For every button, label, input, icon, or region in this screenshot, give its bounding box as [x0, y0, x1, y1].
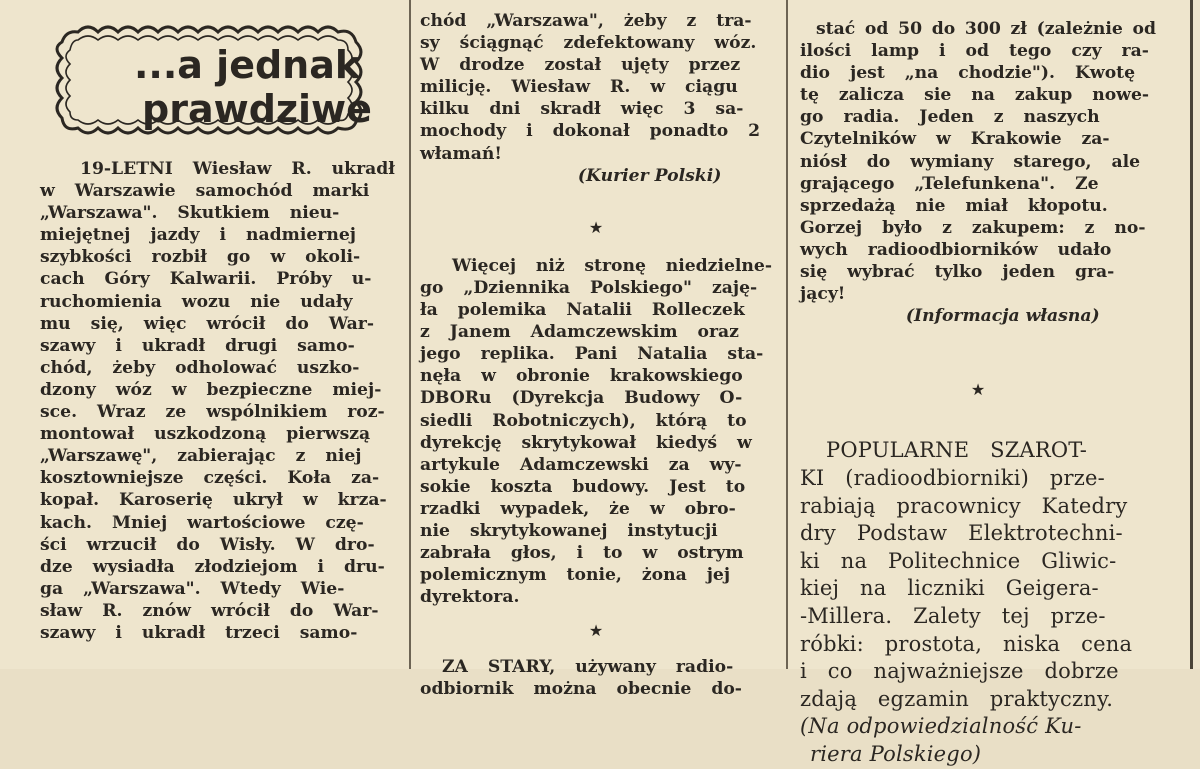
text-line: DBORu (Dyrekcja Budowy O-: [420, 388, 743, 409]
text-line: kach. Mniej wartościowe czę-: [40, 512, 364, 533]
text-line: dyrektora.: [420, 587, 520, 608]
column-3: [800, 18, 1156, 769]
column-2: [420, 10, 772, 701]
text-line: ga „Warszawa". Wtedy Wie-: [40, 578, 345, 599]
text-line: Gorzej było z zakupem: z no-: [800, 217, 1146, 238]
text-line: dyrekcję skrytykował kiedyś w: [420, 432, 752, 453]
text-line: Czytelników w Krakowie za-: [800, 129, 1110, 150]
text-line: szawy i ukradł trzeci samo-: [40, 622, 358, 643]
separator-star: ★: [970, 380, 986, 400]
text-line: cach Góry Kalwarii. Próby u-: [40, 269, 372, 290]
text-line: dze wysiadła złodziejom i dru-: [40, 556, 385, 577]
text-line: chód „Warszawa", żeby z tra-: [420, 11, 752, 31]
text-line: ZA STARY, używany radio-: [442, 657, 734, 678]
text-line: „Warszawę", zabierając z niej: [40, 446, 362, 467]
heading-line-1: ...a jednak: [134, 43, 361, 87]
text-line: kiej na liczniki Geigera-: [800, 576, 1099, 601]
text-line: mochody i dokonał ponadto 2: [420, 121, 761, 142]
text-line: rabiają pracownicy Katedry: [800, 493, 1128, 518]
text-line: kosztowniejsze części. Koła za-: [40, 468, 380, 489]
text-line: się wybrać tylko jeden gra-: [800, 262, 1115, 283]
text-line: dio jest „na chodzie"). Kwotę: [800, 63, 1136, 84]
article-old-radio: [420, 656, 772, 700]
text-line: 19-LETNI Wiesław R. ukradł: [80, 159, 395, 179]
source-kurier-polski: (Kurier Polski): [577, 165, 722, 186]
text-line: sy ściągnąć zdefektowany wóz.: [420, 33, 757, 54]
column-1: [40, 158, 402, 644]
text-line: ruchomienia wozu nie udały: [40, 291, 353, 312]
text-line: miejętnej jazdy i nadmiernej: [40, 225, 357, 246]
text-line: jący!: [800, 284, 846, 305]
article-geiger-counters: [800, 437, 1156, 713]
ornamental-heading-frame: [48, 18, 370, 140]
page-edge: [1190, 0, 1193, 669]
text-line: KI (radioodbiorniki) prze-: [800, 466, 1105, 490]
text-line: stać od 50 do 300 zł (zależnie od: [816, 19, 1156, 39]
text-line: -Millera. Zalety tej prze-: [800, 603, 1106, 628]
text-line: zabrała głos, i to w ostrym: [420, 543, 744, 564]
column-divider: [786, 0, 788, 669]
text-line: milicję. Wiesław R. w ciągu: [420, 77, 738, 98]
text-line: „Warszawa". Skutkiem nieu-: [40, 203, 340, 224]
article-car-theft: [40, 158, 402, 644]
text-line: rzadki wypadek, że w obro-: [420, 498, 736, 519]
column-divider: [409, 0, 411, 669]
heading-line-2: prawdziwe: [142, 87, 372, 131]
article-polemic: [420, 255, 772, 609]
source-kurier-polski-line-2: riera Polskiego): [810, 741, 982, 766]
text-line: sokie koszta budowy. Jest to: [420, 476, 746, 497]
separator-star: ★: [588, 217, 604, 237]
text-line: szawy i ukradł drugi samo-: [40, 335, 355, 356]
text-line: tę zalicza sie na zakup nowe-: [800, 85, 1150, 106]
text-line: róbki: prostota, niska cena: [800, 631, 1133, 656]
text-line: jego replika. Pani Natalia sta-: [420, 344, 764, 365]
article-car-theft-continued: [420, 10, 772, 165]
text-line: niósł do wymiany starego, ale: [800, 151, 1141, 172]
text-line: i co najważniejsze dobrze: [800, 659, 1119, 684]
text-line: odbiornik można obecnie do-: [420, 679, 742, 700]
text-line: go radia. Jeden z naszych: [800, 107, 1100, 128]
text-line: w Warszawie samochód marki: [40, 181, 370, 202]
text-line: polemicznym tonie, żona jej: [420, 565, 731, 586]
text-line: szybkości rozbił go w okoli-: [40, 247, 361, 268]
text-line: ła polemika Natalii Rolleczek: [420, 300, 745, 321]
text-line: montował uszkodzoną pierwszą: [40, 424, 371, 445]
text-line: mu się, więc wrócił do War-: [40, 313, 374, 334]
separator-star: ★: [588, 621, 604, 641]
text-line: dzony wóz w bezpieczne miej-: [40, 379, 382, 400]
text-line: kopał. Karoserię ukrył w krza-: [40, 490, 387, 511]
text-line: kilku dni skradł więc 3 sa-: [420, 99, 744, 120]
text-line: siedli Robotniczych), którą to: [420, 410, 747, 431]
text-line: wych radioodbiorników udało: [800, 239, 1112, 260]
article-old-radio-continued: [800, 18, 1156, 305]
text-line: grającego „Telefunkena". Ze: [800, 173, 1099, 194]
text-line: go „Dziennika Polskiego" zaję-: [420, 277, 758, 298]
source-kurier-polski-line-1: (Na odpowiedzialność Ku-: [800, 714, 1082, 739]
text-line: POPULARNE SZAROT-: [826, 438, 1088, 463]
source-informacja-wlasna: (Informacja własna): [905, 306, 1100, 327]
text-line: nie skrytykowanej instytucji: [420, 520, 718, 541]
text-line: włamań!: [420, 143, 502, 164]
text-line: chód, żeby odholować uszko-: [40, 357, 360, 378]
text-line: sce. Wraz ze wspólnikiem roz-: [40, 402, 385, 423]
text-line: artykule Adamczewski za wy-: [420, 454, 742, 475]
text-line: zdają egzamin praktyczny.: [800, 686, 1114, 711]
text-line: ki na Politechnice Gliwic-: [800, 548, 1117, 573]
text-line: sprzedażą nie miał kłopotu.: [800, 195, 1108, 216]
text-line: Więcej niż stronę niedzielne-: [452, 255, 772, 276]
text-line: ści wrzucił do Wisły. W dro-: [40, 534, 375, 555]
text-line: z Janem Adamczewskim oraz: [420, 322, 739, 343]
text-line: ilości lamp i od tego czy ra-: [800, 41, 1149, 62]
text-line: sław R. znów wrócił do War-: [40, 600, 379, 621]
text-line: W drodze został ujęty przez: [420, 55, 741, 76]
text-line: nęła w obronie krakowskiego: [420, 366, 743, 387]
text-line: dry Podstaw Elektrotechni-: [800, 521, 1123, 546]
